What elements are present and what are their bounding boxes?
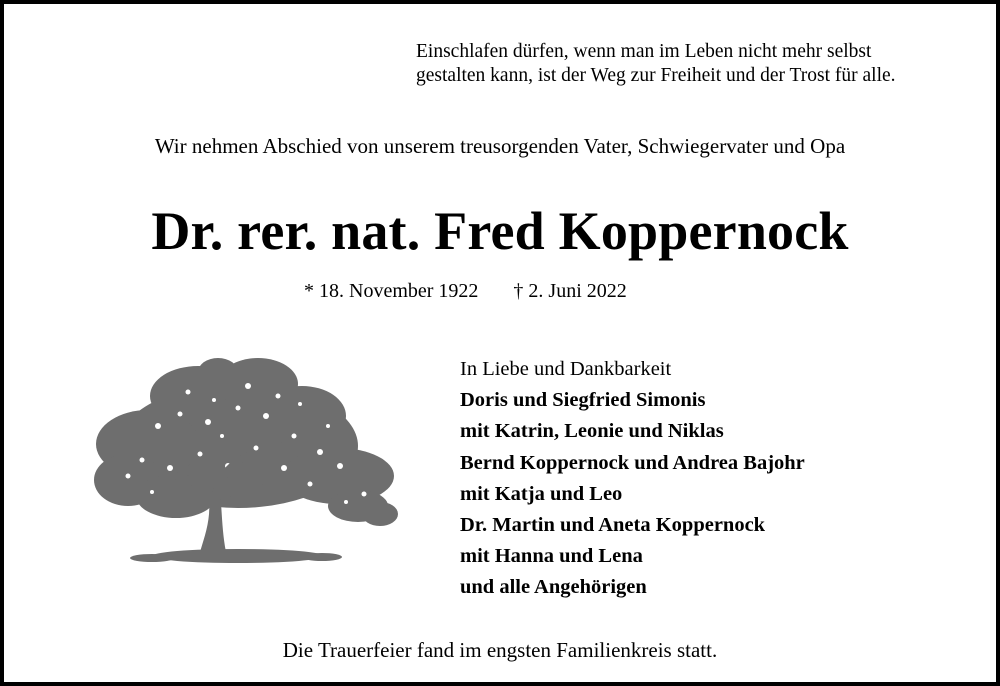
mourners-list (460, 354, 805, 604)
tree-canopy (94, 358, 398, 526)
quote (416, 40, 896, 88)
funeral-note: Die Trauerfeier fand im engsten Familienkreis statt. (282, 638, 718, 662)
death-date: † 2. Juni 2022 (513, 280, 627, 302)
mourner-line: Bernd Koppernock und Andrea Bajohr (460, 451, 805, 474)
mourners-lead: In Liebe und Dankbarkeit (460, 358, 672, 380)
mourner-line: und alle Angehörigen (460, 576, 647, 599)
mourner-line: Doris und Siegfried Simonis (460, 389, 706, 412)
quote-line-2: gestalten kann, ist der Weg zur Freiheit und der Trost für alle. (416, 65, 896, 86)
quote-line-1: Einschlafen dürfen, wenn man im Leben nicht mehr selbst (416, 41, 872, 62)
life-dates (304, 280, 627, 303)
intro-text: Wir nehmen Abschied von unserem treusorgenden Vater, Schwiegervater und Opa (154, 134, 846, 158)
mourner-line: mit Hanna und Lena (460, 545, 643, 568)
birth-date: * 18. November 1922 (304, 280, 479, 302)
mourner-line: mit Katja und Leo (460, 482, 623, 505)
mourner-line: Dr. Martin und Aneta Koppernock (460, 514, 766, 537)
tree-ground (130, 549, 342, 563)
tree-icon (88, 356, 400, 570)
mourner-line: mit Katrin, Leonie und Niklas (460, 420, 724, 443)
deceased-name: Dr. rer. nat. Fred Koppernock (151, 201, 849, 261)
